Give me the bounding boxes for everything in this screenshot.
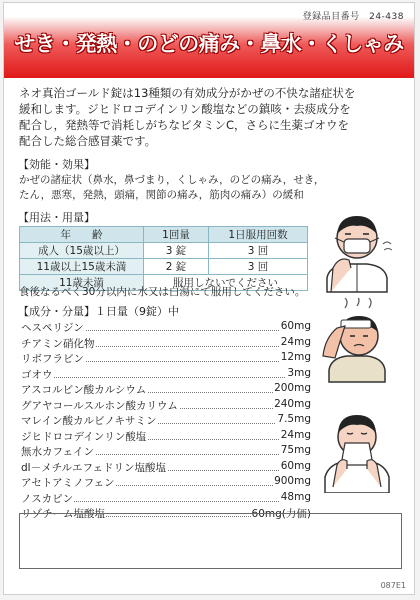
age-cell: 成人（15歳以上）	[20, 243, 144, 259]
blank-notes-box	[19, 513, 402, 569]
intro-line: ネオ真治ゴールド錠は13種類の有効成分がかぜの不快な諸症状を	[19, 86, 356, 100]
title-banner	[4, 3, 414, 78]
ingredient-amount: 200mg	[274, 382, 311, 394]
ingredient-row	[21, 474, 311, 490]
ingredient-amount: 12mg	[280, 351, 311, 363]
coughing-person-illustration	[317, 208, 397, 293]
ingredient-amount: 48mg	[280, 490, 311, 503]
intro-line: 配合し，発熱等で消耗しがちなビタミンC，さらに生薬ゴオウを	[19, 118, 350, 132]
dotted-leader	[21, 377, 311, 378]
age-cell: 11歳未満	[20, 275, 144, 291]
fever-person-illustration	[317, 298, 397, 383]
table-row	[20, 243, 308, 259]
ingredient-name: アセトアミノフェン	[21, 477, 115, 489]
ingredients-list	[21, 319, 311, 521]
effects-text	[19, 173, 414, 203]
ingredient-row	[21, 459, 311, 475]
column-header-single-dose: 1回量	[144, 227, 209, 243]
ingredient-amount: 24mg	[280, 428, 311, 441]
ingredient-row	[21, 412, 311, 428]
column-header-age: 年 齢	[20, 227, 144, 243]
ingredient-name: ノスカピン	[21, 492, 74, 505]
ingredient-row	[21, 490, 311, 506]
ingredient-row	[21, 443, 311, 459]
ingredient-row	[21, 350, 311, 366]
ingredient-name: ヘスペリジン	[21, 322, 84, 334]
table-row	[20, 259, 308, 275]
sneezing-person-illustration	[317, 403, 397, 493]
ingredient-name: 無水カフェイン	[21, 446, 94, 458]
single-dose-cell: 3 錠	[144, 243, 209, 259]
daily-times-cell: 3 回	[209, 243, 308, 259]
effects-line: たん，悪寒，発熱，頭痛，関節の痛み，筋肉の痛み）の緩和	[19, 189, 304, 201]
ingredient-name: アスコルビン酸カルシウム	[21, 384, 147, 396]
intro-text	[19, 85, 414, 149]
ingredient-amount: 24mg	[280, 335, 311, 348]
ingredient-name: グアヤコールスルホン酸カリウム	[21, 399, 178, 412]
dosage-note: 食後なるべく30分以内に水又は白湯にて服用してください。	[19, 286, 306, 298]
ingredient-row	[21, 381, 311, 397]
ingredient-amount: 7.5mg	[277, 413, 311, 425]
effects-line: かぜの諸症状（鼻水，鼻づまり，くしゃみ，のどの痛み，せき，	[19, 174, 325, 186]
dosage-heading: 【用法・用量】	[18, 211, 95, 224]
ingredient-amount: 60mg	[280, 320, 311, 332]
ingredient-name: チアミン硝化物	[21, 337, 95, 350]
ingredient-row	[21, 335, 311, 351]
ingredient-amount: 900mg	[274, 475, 311, 487]
do-not-take-cell: 服用しないでください	[144, 275, 308, 291]
package-insert-page	[3, 2, 415, 595]
ingredients-heading: 【成分・分量】１日量（9錠）中	[18, 305, 179, 318]
ingredient-row	[21, 319, 311, 335]
ingredient-amount: 240mg	[274, 397, 311, 410]
ingredient-amount: 60mg	[280, 459, 311, 472]
product-code: 087E1	[380, 581, 406, 590]
ingredient-name: リボフラビン	[21, 353, 84, 365]
ingredient-name: ゴオウ	[21, 368, 53, 381]
ingredient-name: ジヒドロコデインリン酸塩	[21, 430, 147, 443]
dosage-table	[19, 226, 308, 291]
column-header-daily-times: 1日服用回数	[209, 227, 308, 243]
ingredient-amount: 60mg(力価)	[251, 508, 311, 520]
intro-line: 配合した総合感冒薬です。	[19, 134, 157, 148]
ingredient-row	[21, 428, 311, 444]
ingredient-row	[21, 366, 311, 382]
ingredient-name: マレイン酸カルビノキサミン	[21, 415, 157, 427]
single-dose-cell: 2 錠	[144, 259, 209, 275]
daily-times-cell: 3 回	[209, 259, 308, 275]
ingredient-amount: 3mg	[287, 366, 311, 379]
age-cell: 11歳以上15歳未満	[20, 259, 144, 275]
registration-number: 登録品目番号 24-438	[302, 12, 404, 22]
ingredient-name: リゾチーム塩酸塩	[21, 508, 105, 520]
page-title: せき・発熱・のどの痛み・鼻水・くしゃみ	[14, 32, 404, 56]
dosage-header-row	[20, 227, 308, 243]
ingredient-amount: 75mg	[280, 444, 311, 456]
effects-heading: 【効能・効果】	[18, 158, 95, 171]
ingredient-name: dl－メチルエフェドリン塩酸塩	[21, 461, 167, 474]
ingredient-row	[21, 397, 311, 413]
intro-line: 緩和します。ジヒドロコデインリン酸塩などの鎮咳・去痰成分を	[19, 102, 351, 116]
